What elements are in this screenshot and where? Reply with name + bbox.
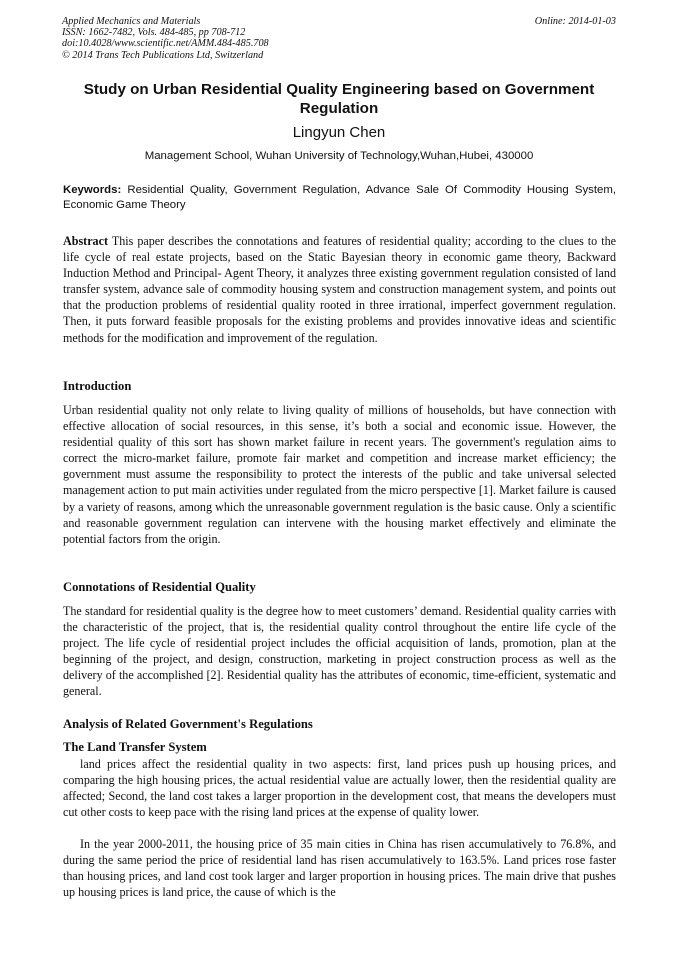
- land-transfer-paragraph-2: In the year 2000-2011, the housing price of 35 main cities in China has risen accumulatively to 76.8%, and during the same period the price of residential land has risen accumulatively to 163.5%. Land prices rose faster than housing prices, and land cost took larger and larger proportion in housing prices. The main drive that pushes up housing prices is land price, the cause of which is the: [63, 837, 616, 900]
- copyright-line: © 2014 Trans Tech Publications Ltd, Switzerland: [62, 49, 264, 61]
- keywords-label: Keywords:: [63, 184, 122, 196]
- author-affiliation: Management School, Wuhan University of Technology,Wuhan,Hubei, 430000: [144, 150, 534, 162]
- paper-title: Study on Urban Residential Quality Engineering based on Government Regulation: [83, 81, 595, 117]
- keywords-text: Residential Quality, Government Regulation, Advance Sale Of Commodity Housing System, Economic Game Theory: [63, 184, 616, 211]
- keywords: [63, 183, 616, 213]
- heading-introduction: Introduction: [63, 379, 132, 393]
- journal-header: [62, 16, 616, 61]
- author-name: Lingyun Chen: [292, 124, 386, 141]
- abstract: [63, 233, 616, 346]
- land-transfer-paragraph-1: land prices affect the residential quality in two aspects: first, land prices push up housing prices, and comparing the high housing prices, the actual residential value are actually lower, then the residential quality are affected; Second, the land cost takes a larger proportion in the development cost, that means the developers must cut other costs to keep pace with the rising land prices at the expense of quality lower.: [63, 757, 616, 820]
- issn-line: ISSN: 1662-7482, Vols. 484-485, pp 708-712: [62, 27, 246, 39]
- journal-name: Applied Mechanics and Materials: [62, 16, 201, 27]
- introduction-text: Urban residential quality not only relate to living quality of millions of households, but have connection with effective allocation of social resources, in this sense, it’s both a social and economic issue. However, the residential quality of this sort has shown market failure in recent years. The government's regulation aims to correct the micro-market failure, promote fair market and competition and increase market efficiency; the government must assume the responsibility to protect the interests of the public and take universal selected management action to put main activities under regulated from the micro perspective [1]. Market failure is caused by a variety of reasons, among which the unreasonable government regulation is the basic cause. Only a scientific and reasonable government regulation can intervene with the housing market effectively and eliminate the potential factors from the origin.: [63, 403, 616, 546]
- online-date: Online: 2014-01-03: [534, 16, 616, 27]
- connotations-text: The standard for residential quality is the degree how to meet customers’ demand. Residential quality carries with the characteristic of the project, that is, the residential quality control throughout the entire life cycle of the project. The life cycle of residential project includes the official acquisition of lands, promotion, plan at the beginning of the project, and design, construction, marketing in project construction process as well as the delivery of the accomplished [2]. Residential quality has the attributes of economic, time-efficient, systematic and general.: [63, 604, 616, 699]
- heading-analysis: Analysis of Related Government's Regulations: [63, 717, 313, 731]
- doi-line: doi:10.4028/www.scientific.net/AMM.484-485.708: [62, 38, 269, 50]
- heading-connotations: Connotations of Residential Quality: [63, 580, 256, 594]
- abstract-label: Abstract: [63, 234, 109, 248]
- abstract-text: This paper describes the connotations and features of residential quality; according to the clues to the life cycle of real estate projects, based on the Static Bayesian theory in economic game theory, Backward Induction Method and Principal- Agent Theory, it analyzes three existing government regulation consisted of land transfer system, advance sale of commodity housing system and construction management system, and points out that the production problems of residential quality rooted in three irrational, imperfect government regulation. Then, it puts forward feasible proposals for the existing problems and provides innovative ideas and scientific methods for the modification and improvement of the regulation.: [63, 234, 616, 345]
- subheading-land-transfer: The Land Transfer System: [63, 740, 207, 754]
